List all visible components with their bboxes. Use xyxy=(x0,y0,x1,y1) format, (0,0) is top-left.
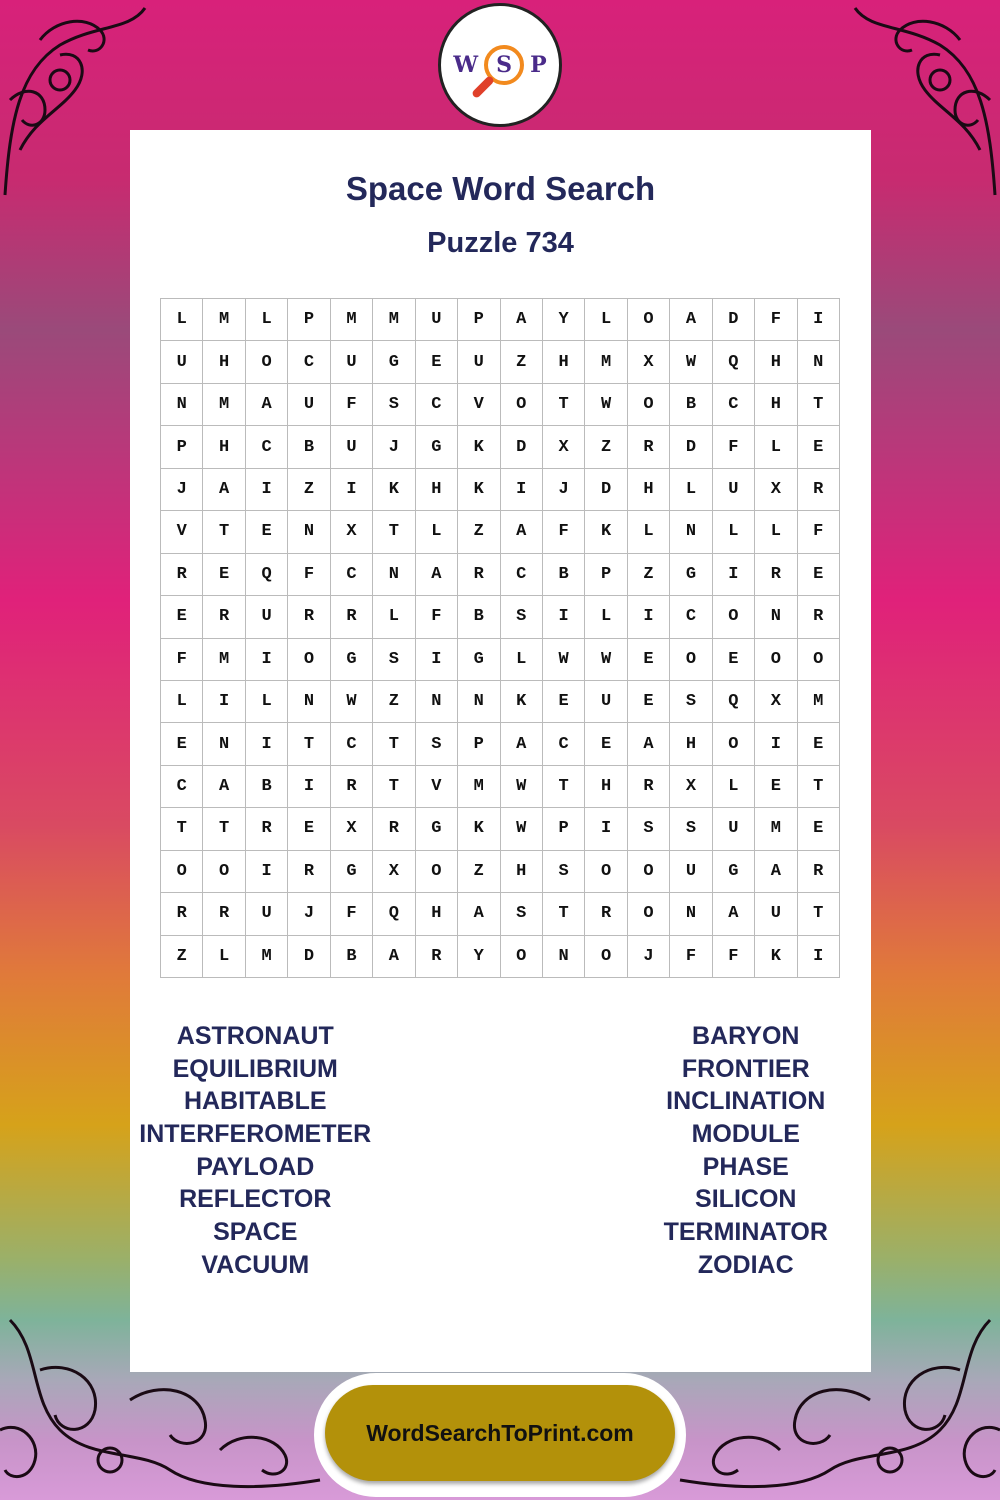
grid-cell[interactable]: D xyxy=(288,936,330,978)
word-list-item: BARYON xyxy=(692,1021,800,1050)
grid-cell[interactable]: P xyxy=(288,299,330,341)
grid-cell[interactable]: R xyxy=(628,766,670,808)
grid-cell[interactable]: K xyxy=(458,808,500,850)
word-list-item: FRONTIER xyxy=(681,1054,810,1083)
grid-cell[interactable]: E xyxy=(246,511,288,553)
word-list-item: EQUILIBRIUM xyxy=(172,1054,338,1083)
grid-cell[interactable]: O xyxy=(628,851,670,893)
grid-cell[interactable]: U xyxy=(246,596,288,638)
grid-cell[interactable]: C xyxy=(288,341,330,383)
grid-cell[interactable]: M xyxy=(373,299,415,341)
grid-cell[interactable]: T xyxy=(373,766,415,808)
word-list-item: ZODIAC xyxy=(697,1250,794,1279)
grid-cell[interactable]: T xyxy=(373,511,415,553)
grid-cell[interactable]: T xyxy=(288,723,330,765)
website-button[interactable]: WordSearchToPrint.com xyxy=(325,1385,675,1481)
grid-cell[interactable]: N xyxy=(416,681,458,723)
grid-cell[interactable]: U xyxy=(246,893,288,935)
grid-cell[interactable]: Z xyxy=(585,426,627,468)
grid-cell[interactable]: S xyxy=(628,808,670,850)
grid-cell[interactable]: L xyxy=(373,596,415,638)
grid-cell[interactable]: S xyxy=(416,723,458,765)
grid-cell[interactable]: M xyxy=(798,681,840,723)
grid-cell[interactable]: X xyxy=(670,766,712,808)
grid-cell[interactable]: X xyxy=(543,426,585,468)
grid-cell[interactable]: I xyxy=(246,851,288,893)
grid-cell[interactable]: L xyxy=(585,299,627,341)
grid-cell[interactable]: D xyxy=(585,469,627,511)
grid-cell[interactable]: L xyxy=(416,511,458,553)
grid-cell[interactable]: I xyxy=(501,469,543,511)
grid-cell[interactable]: R xyxy=(585,893,627,935)
grid-cell[interactable]: M xyxy=(331,299,373,341)
grid-cell[interactable]: M xyxy=(755,808,797,850)
grid-cell[interactable]: N xyxy=(798,341,840,383)
grid-cell[interactable]: N xyxy=(288,681,330,723)
word-list xyxy=(130,1020,871,1282)
grid-cell[interactable]: L xyxy=(755,426,797,468)
grid-cell[interactable]: A xyxy=(670,299,712,341)
page-title: Space Word Search xyxy=(345,170,656,207)
grid-cell[interactable]: N xyxy=(670,893,712,935)
grid-cell[interactable]: A xyxy=(246,384,288,426)
grid-cell[interactable]: O xyxy=(416,851,458,893)
grid-cell[interactable]: K xyxy=(458,426,500,468)
grid-cell[interactable]: N xyxy=(161,384,203,426)
word-list-item: ASTRONAUT xyxy=(176,1021,334,1050)
grid-cell[interactable]: N xyxy=(288,511,330,553)
grid-cell[interactable]: I xyxy=(543,596,585,638)
grid-cell[interactable]: C xyxy=(331,723,373,765)
grid-cell[interactable]: R xyxy=(203,893,245,935)
grid-cell[interactable]: B xyxy=(670,384,712,426)
grid-cell[interactable]: K xyxy=(585,511,627,553)
grid-cell[interactable]: A xyxy=(755,851,797,893)
word-list-item: TERMINATOR xyxy=(663,1217,828,1246)
grid-cell[interactable]: U xyxy=(585,681,627,723)
grid-cell[interactable]: E xyxy=(161,596,203,638)
grid-cell[interactable]: O xyxy=(585,936,627,978)
grid-cell[interactable]: W xyxy=(585,639,627,681)
grid-cell[interactable]: D xyxy=(713,299,755,341)
grid-cell[interactable]: X xyxy=(755,469,797,511)
grid-cell[interactable]: H xyxy=(670,723,712,765)
corner-ornament-top-right xyxy=(850,0,1000,200)
puzzle-number: Puzzle 734 xyxy=(427,227,574,259)
grid-cell[interactable]: E xyxy=(288,808,330,850)
grid-cell[interactable]: F xyxy=(416,596,458,638)
grid-cell[interactable]: C xyxy=(543,723,585,765)
grid-cell[interactable]: O xyxy=(628,384,670,426)
word-list-item: HABITABLE xyxy=(183,1087,327,1116)
grid-cell[interactable]: E xyxy=(416,341,458,383)
grid-cell[interactable]: I xyxy=(416,639,458,681)
grid-cell[interactable]: A xyxy=(501,299,543,341)
grid-cell[interactable]: A xyxy=(203,766,245,808)
grid-cell[interactable]: I xyxy=(331,469,373,511)
grid-cell[interactable]: O xyxy=(288,639,330,681)
grid-cell[interactable]: M xyxy=(458,766,500,808)
grid-cell[interactable]: I xyxy=(585,808,627,850)
grid-cell[interactable]: A xyxy=(416,554,458,596)
grid-cell[interactable]: T xyxy=(543,893,585,935)
word-list-item: INCLINATION xyxy=(666,1087,826,1116)
grid-cell[interactable]: A xyxy=(458,893,500,935)
grid-cell[interactable]: O xyxy=(798,639,840,681)
grid-cell[interactable]: K xyxy=(458,469,500,511)
grid-cell[interactable]: S xyxy=(373,384,415,426)
grid-cell[interactable]: F xyxy=(161,639,203,681)
grid-cell[interactable]: E xyxy=(798,426,840,468)
grid-cell[interactable]: L xyxy=(628,511,670,553)
grid-cell[interactable]: L xyxy=(203,936,245,978)
grid-cell[interactable]: H xyxy=(416,469,458,511)
grid-cell[interactable]: K xyxy=(501,681,543,723)
grid-cell[interactable]: Z xyxy=(501,341,543,383)
grid-cell[interactable]: M xyxy=(246,936,288,978)
grid-cell[interactable]: E xyxy=(543,681,585,723)
grid-cell[interactable]: A xyxy=(203,469,245,511)
grid-cell[interactable]: T xyxy=(543,766,585,808)
grid-cell[interactable]: R xyxy=(203,596,245,638)
grid-cell[interactable]: C xyxy=(713,384,755,426)
grid-cell[interactable]: S xyxy=(670,681,712,723)
grid-cell[interactable]: R xyxy=(161,893,203,935)
grid-cell[interactable]: N xyxy=(755,596,797,638)
grid-cell[interactable]: R xyxy=(373,808,415,850)
grid-cell[interactable]: E xyxy=(798,808,840,850)
grid-cell[interactable]: R xyxy=(161,554,203,596)
grid-cell[interactable]: O xyxy=(161,851,203,893)
grid-cell[interactable]: M xyxy=(203,384,245,426)
grid-cell[interactable]: A xyxy=(501,723,543,765)
grid-cell[interactable]: S xyxy=(501,893,543,935)
grid-cell[interactable]: W xyxy=(585,384,627,426)
grid-cell[interactable]: F xyxy=(713,936,755,978)
grid-cell[interactable]: F xyxy=(543,511,585,553)
grid-cell[interactable]: L xyxy=(161,681,203,723)
grid-cell[interactable]: L xyxy=(246,681,288,723)
word-list-item: SPACE xyxy=(213,1217,298,1246)
grid-cell[interactable]: C xyxy=(416,384,458,426)
grid-cell[interactable]: R xyxy=(331,596,373,638)
grid-cell[interactable]: E xyxy=(628,681,670,723)
grid-cell[interactable]: U xyxy=(416,299,458,341)
grid-cell[interactable]: C xyxy=(501,554,543,596)
grid-cell[interactable]: L xyxy=(501,639,543,681)
grid-cell[interactable]: G xyxy=(713,851,755,893)
grid-cell[interactable]: F xyxy=(798,511,840,553)
grid-cell[interactable]: F xyxy=(670,936,712,978)
grid-cell[interactable]: I xyxy=(288,766,330,808)
grid-cell[interactable]: E xyxy=(798,723,840,765)
grid-cell[interactable]: I xyxy=(798,299,840,341)
grid-cell[interactable]: Y xyxy=(543,299,585,341)
grid-cell[interactable]: U xyxy=(331,341,373,383)
corner-ornament-top-left xyxy=(0,0,150,200)
word-list-item: PHASE xyxy=(702,1152,789,1181)
grid-cell[interactable]: Z xyxy=(458,851,500,893)
grid-cell[interactable]: T xyxy=(543,384,585,426)
grid-cell[interactable]: O xyxy=(585,851,627,893)
grid-cell[interactable]: A xyxy=(373,936,415,978)
grid-cell[interactable]: J xyxy=(628,936,670,978)
grid-cell[interactable]: R xyxy=(246,808,288,850)
grid-cell[interactable]: L xyxy=(670,469,712,511)
grid-cell[interactable]: F xyxy=(288,554,330,596)
word-list-item: MODULE xyxy=(691,1119,800,1148)
grid-cell[interactable]: A xyxy=(713,893,755,935)
grid-cell[interactable]: O xyxy=(670,639,712,681)
grid-cell[interactable]: K xyxy=(373,469,415,511)
grid-cell[interactable]: I xyxy=(713,554,755,596)
grid-cell[interactable]: R xyxy=(288,596,330,638)
grid-cell[interactable]: W xyxy=(543,639,585,681)
grid-cell[interactable]: H xyxy=(755,384,797,426)
grid-cell[interactable]: W xyxy=(331,681,373,723)
grid-cell[interactable]: Q xyxy=(713,681,755,723)
grid-cell[interactable]: G xyxy=(373,341,415,383)
grid-cell[interactable]: G xyxy=(416,426,458,468)
grid-cell[interactable]: W xyxy=(501,766,543,808)
grid-cell[interactable]: I xyxy=(246,469,288,511)
grid-cell[interactable]: O xyxy=(628,299,670,341)
grid-cell[interactable]: E xyxy=(713,639,755,681)
grid-cell[interactable]: H xyxy=(203,426,245,468)
grid-cell[interactable]: Y xyxy=(458,936,500,978)
grid-cell[interactable]: H xyxy=(203,341,245,383)
grid-cell[interactable]: P xyxy=(585,554,627,596)
magnifier-icon xyxy=(484,45,524,85)
grid-cell[interactable]: U xyxy=(713,469,755,511)
grid-cell[interactable]: R xyxy=(798,851,840,893)
grid-cell[interactable]: O xyxy=(755,639,797,681)
grid-cell[interactable]: Z xyxy=(161,936,203,978)
grid-cell[interactable]: P xyxy=(458,299,500,341)
grid-cell[interactable]: L xyxy=(585,596,627,638)
grid-cell[interactable]: R xyxy=(288,851,330,893)
grid-cell[interactable]: E xyxy=(203,554,245,596)
grid-cell[interactable]: O xyxy=(628,893,670,935)
grid-cell[interactable]: M xyxy=(585,341,627,383)
grid-cell[interactable]: V xyxy=(161,511,203,553)
magnifier-handle xyxy=(471,75,495,99)
grid-cell[interactable]: D xyxy=(670,426,712,468)
grid-cell[interactable]: R xyxy=(331,766,373,808)
grid-cell[interactable]: T xyxy=(798,384,840,426)
grid-cell[interactable]: F xyxy=(713,426,755,468)
logo-letter-p: P xyxy=(530,52,547,78)
grid-cell[interactable]: Q xyxy=(246,554,288,596)
puzzle-sheet xyxy=(130,130,871,1372)
grid-cell[interactable]: E xyxy=(755,766,797,808)
word-list-item: PAYLOAD xyxy=(196,1152,315,1181)
grid-cell[interactable]: C xyxy=(246,426,288,468)
grid-cell[interactable]: B xyxy=(288,426,330,468)
grid-cell[interactable]: N xyxy=(203,723,245,765)
grid-cell[interactable]: J xyxy=(161,469,203,511)
grid-cell[interactable]: M xyxy=(203,639,245,681)
grid-cell[interactable]: H xyxy=(416,893,458,935)
grid-cell[interactable]: W xyxy=(670,341,712,383)
grid-cell[interactable]: G xyxy=(670,554,712,596)
grid-cell[interactable]: L xyxy=(246,299,288,341)
grid-cell[interactable]: O xyxy=(713,596,755,638)
grid-cell[interactable]: P xyxy=(458,723,500,765)
grid-cell[interactable]: G xyxy=(416,808,458,850)
grid-cell[interactable]: U xyxy=(331,426,373,468)
grid-cell[interactable]: T xyxy=(798,766,840,808)
grid-cell[interactable]: I xyxy=(246,639,288,681)
grid-cell[interactable]: I xyxy=(246,723,288,765)
grid-cell[interactable]: L xyxy=(713,766,755,808)
grid-cell[interactable]: N xyxy=(458,681,500,723)
grid-cell[interactable]: C xyxy=(331,554,373,596)
grid-cell[interactable]: B xyxy=(246,766,288,808)
grid-cell[interactable]: T xyxy=(373,723,415,765)
grid-cell[interactable]: M xyxy=(203,299,245,341)
grid-cell[interactable]: N xyxy=(670,511,712,553)
grid-cell[interactable]: F xyxy=(331,384,373,426)
site-logo[interactable] xyxy=(438,3,562,127)
grid-cell[interactable]: X xyxy=(331,808,373,850)
grid-cell[interactable]: E xyxy=(585,723,627,765)
grid-cell[interactable]: Z xyxy=(458,511,500,553)
grid-cell[interactable]: X xyxy=(628,341,670,383)
grid-cell[interactable]: T xyxy=(798,893,840,935)
grid-cell[interactable]: O xyxy=(501,384,543,426)
grid-cell[interactable]: G xyxy=(331,639,373,681)
grid-cell[interactable]: R xyxy=(458,554,500,596)
grid-cell[interactable]: I xyxy=(755,723,797,765)
grid-cell[interactable]: H xyxy=(628,469,670,511)
grid-cell[interactable]: J xyxy=(288,893,330,935)
grid-cell[interactable]: I xyxy=(628,596,670,638)
grid-cell[interactable]: N xyxy=(543,936,585,978)
grid-cell[interactable]: E xyxy=(161,723,203,765)
grid-cell[interactable]: X xyxy=(373,851,415,893)
grid-cell[interactable]: U xyxy=(713,808,755,850)
grid-cell[interactable]: O xyxy=(246,341,288,383)
logo-letters xyxy=(453,45,546,85)
grid-cell[interactable]: T xyxy=(161,808,203,850)
grid-cell[interactable]: O xyxy=(203,851,245,893)
grid-cell[interactable]: W xyxy=(501,808,543,850)
grid-cell[interactable]: B xyxy=(543,554,585,596)
grid-cell[interactable]: O xyxy=(713,723,755,765)
grid-cell[interactable]: D xyxy=(501,426,543,468)
grid-cell[interactable]: J xyxy=(543,469,585,511)
grid-cell[interactable]: I xyxy=(203,681,245,723)
grid-cell[interactable]: S xyxy=(670,808,712,850)
grid-cell[interactable]: U xyxy=(161,341,203,383)
grid-cell[interactable]: C xyxy=(161,766,203,808)
grid-cell[interactable]: N xyxy=(373,554,415,596)
grid-cell[interactable]: L xyxy=(713,511,755,553)
grid-cell[interactable]: V xyxy=(416,766,458,808)
grid-cell[interactable]: X xyxy=(331,511,373,553)
grid-cell[interactable]: F xyxy=(331,893,373,935)
grid-cell[interactable]: U xyxy=(288,384,330,426)
grid-cell[interactable]: P xyxy=(161,426,203,468)
grid-cell[interactable]: X xyxy=(755,681,797,723)
word-list-item: INTERFEROMETER xyxy=(139,1119,372,1148)
grid-cell[interactable]: Z xyxy=(373,681,415,723)
grid-cell[interactable]: R xyxy=(798,596,840,638)
grid-cell[interactable]: R xyxy=(628,426,670,468)
grid-cell[interactable]: R xyxy=(416,936,458,978)
grid-cell[interactable]: L xyxy=(161,299,203,341)
grid-cell[interactable]: G xyxy=(458,639,500,681)
logo-letter-w: W xyxy=(453,52,479,78)
letter-grid xyxy=(160,298,840,978)
grid-cell[interactable]: T xyxy=(203,511,245,553)
word-list-item: REFLECTOR xyxy=(179,1185,332,1214)
grid-cell[interactable]: R xyxy=(798,469,840,511)
grid-cell[interactable]: U xyxy=(458,341,500,383)
grid-cell[interactable]: H xyxy=(755,341,797,383)
grid-cell[interactable]: I xyxy=(798,936,840,978)
grid-cell[interactable]: R xyxy=(755,554,797,596)
grid-cell[interactable]: H xyxy=(501,851,543,893)
grid-cell[interactable]: A xyxy=(628,723,670,765)
grid-cell[interactable]: S xyxy=(501,596,543,638)
word-list-item: SILICON xyxy=(695,1185,797,1214)
grid-cell[interactable]: E xyxy=(798,554,840,596)
grid-cell[interactable]: Q xyxy=(713,341,755,383)
word-list-item: VACUUM xyxy=(201,1250,310,1279)
grid-cell[interactable]: V xyxy=(458,384,500,426)
grid-cell[interactable]: E xyxy=(628,639,670,681)
grid-cell[interactable]: B xyxy=(458,596,500,638)
grid-cell[interactable]: C xyxy=(670,596,712,638)
grid-cell[interactable]: P xyxy=(543,808,585,850)
grid-cell[interactable]: T xyxy=(203,808,245,850)
grid-cell[interactable]: B xyxy=(331,936,373,978)
grid-cell[interactable]: O xyxy=(501,936,543,978)
grid-cell[interactable]: G xyxy=(331,851,373,893)
grid-cell[interactable]: U xyxy=(755,893,797,935)
grid-cell[interactable]: L xyxy=(755,511,797,553)
grid-cell[interactable]: A xyxy=(501,511,543,553)
grid-cell[interactable]: Z xyxy=(288,469,330,511)
grid-cell[interactable]: S xyxy=(543,851,585,893)
grid-cell[interactable]: S xyxy=(373,639,415,681)
grid-cell[interactable]: H xyxy=(585,766,627,808)
grid-cell[interactable]: K xyxy=(755,936,797,978)
grid-cell[interactable]: J xyxy=(373,426,415,468)
logo-letter-s: S xyxy=(496,52,513,78)
grid-cell[interactable]: F xyxy=(755,299,797,341)
grid-cell[interactable]: Q xyxy=(373,893,415,935)
grid-cell[interactable]: U xyxy=(670,851,712,893)
grid-cell[interactable]: H xyxy=(543,341,585,383)
grid-cell[interactable]: Z xyxy=(628,554,670,596)
